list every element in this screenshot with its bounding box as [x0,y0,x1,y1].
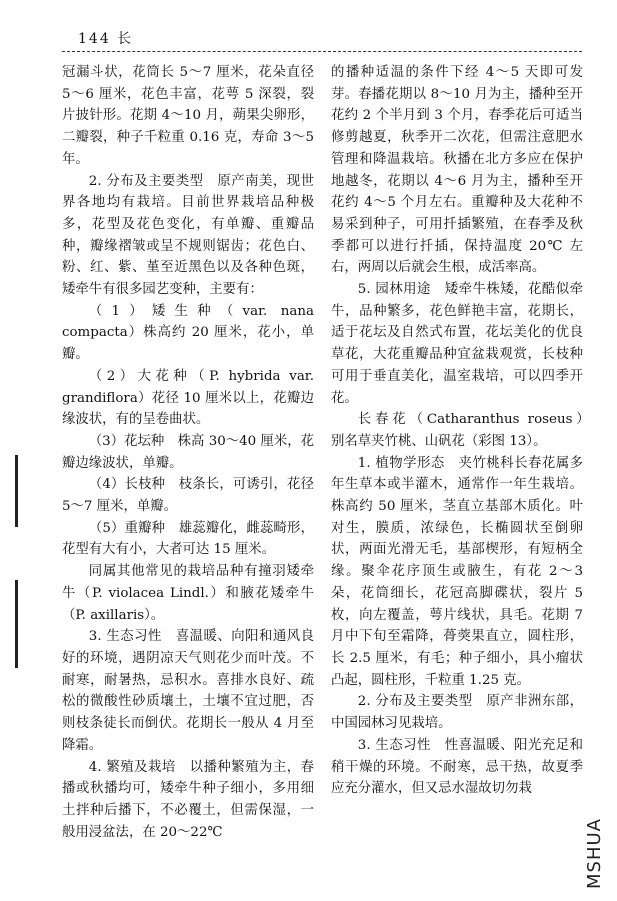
paragraph: （5）重瓣种 雄蕊瓣化，雌蕊畸形，花型有大有小，大者可达 15 厘米。 [62,520,314,558]
paragraph: （3）花坛种 株高 30～40 厘米，花瓣边缘波状，单瓣。 [62,433,314,471]
paragraph: 冠漏斗状，花筒长 5～7 厘米，花朵直径 5～6 厘米，花色丰富，花萼 5 深裂，裂片披针形。花期 4～10 月，蒴果尖卵形，二瓣裂，种子千粒重 0.16 克，寿命 3～5 年。 [62,65,314,167]
paragraph: 3. 生态习性 喜温暖、向阳和通风良好的环境，遇阴凉天气则花少而叶茂。不耐寒，耐暑热，忌积水。喜排水良好、疏松的微酸性砂质壤土，土壤不宜过肥，否则枝条徒长而倒伏。花期长一般从 4 月至降霜。 [62,629,314,753]
paragraph: （2）大花种（P. hybrida var. grandiflora）花径 10 厘米以上，花瓣边缘波状，有的呈卷曲状。 [62,368,314,428]
right-column [331,62,597,800]
paragraph: 同属其他常见的栽培品种有撞羽矮牵牛（P. violacea Lindl.）和腋花矮牵牛（P. axillaris）。 [62,564,314,623]
watermark: MSHUA [584,818,605,889]
paragraph: 的播种适温的条件下经 4～5 天即可发芽。春播花期以 8～10 月为主，播种至开花约 2 个半月到 3 个月，春季花后可适当修剪越夏，秋季开二次花，但需注意肥水管理和降温栽培。秋播在北方多应在保护地越冬，花期以 4～6 月为主，播种至开花约 4～5 个月左右。重瓣种及大花种不易采到种子，可用扦插繁殖，在春季及秋季都可以进行扦插，保持温度 20℃ 左右，两周以后就会生根，成活率高。 [331,65,583,276]
paragraph: 2. 分布及主要类型 原产非洲东部，中国园林习见栽培。 [331,694,583,732]
paragraph: （4）长枝种 枝条长，可诱引，花径 5～7 厘米，单瓣。 [62,477,314,515]
header-rule [62,51,582,52]
page-header: 144 长 [78,31,134,47]
paragraph: 5. 园林用途 矮牵牛株矮，花酷似牵牛，品种繁多，花色鲜艳丰富，花期长，适于花坛及自然式布置，花坛美化的优良草花，大花重瓣品种宜盆栽观赏，长枝种可用于垂直美化，温室栽培，可以四季开花。 [331,282,583,406]
scan-edge-mark [15,580,18,668]
scan-edge-mark [15,455,18,527]
paragraph: 长春花（Catharanthus roseus） 别名草夹竹桃、山矾花（彩图 13）。 [331,412,597,449]
paragraph: 4. 繁殖及栽培 以播种繁殖为主，春播或秋播均可，矮牵牛种子细小，多用细土拌种后播下，不必覆土，但需保湿，一般用浸盆法，在 20～22℃ [62,759,314,840]
paragraph: （1）矮生种（var. nana compacta）株高约 20 厘米，花小，单瓣。 [62,303,314,363]
paragraph: 2. 分布及主要类型 原产南美，现世界各地均有栽培。目前世界栽培品种极多，花型及花色变化，有单瓣、重瓣品种，瓣缘褶皱或呈不规则锯齿；花色白、粉、红、紫、堇至近黑色以及各种色斑，矮牵牛有很多园艺变种，主要有： [62,173,314,298]
paragraph: 1. 植物学形态 夹竹桃科长春花属多年生草本或半灌木，通常作一年生栽培。株高约 50 厘米，茎直立基部木质化。叶对生，膜质，浓绿色，长椭圆状至倒卵状，两面光滑无毛，基部楔形，有短柄全缘。聚伞花序顶生或腋生，有花 2～3 朵，花筒细长，花冠高脚碟状，裂片 5 枚，向左覆盖，萼片线状，具毛。花期 7 月中下旬至霜降，蓇葖果直立，圆柱形，长 2.5 厘米，有毛；种子细小，具小瘤状凸起，圆柱形，千粒重 1.25 克。 [331,455,583,688]
paragraph: 3. 生态习性 性喜温暖、阳光充足和稍干燥的环境。不耐寒，忌干热，故夏季应充分灌水，但又忌水湿故切勿栽 [331,737,583,797]
left-column [62,62,314,843]
